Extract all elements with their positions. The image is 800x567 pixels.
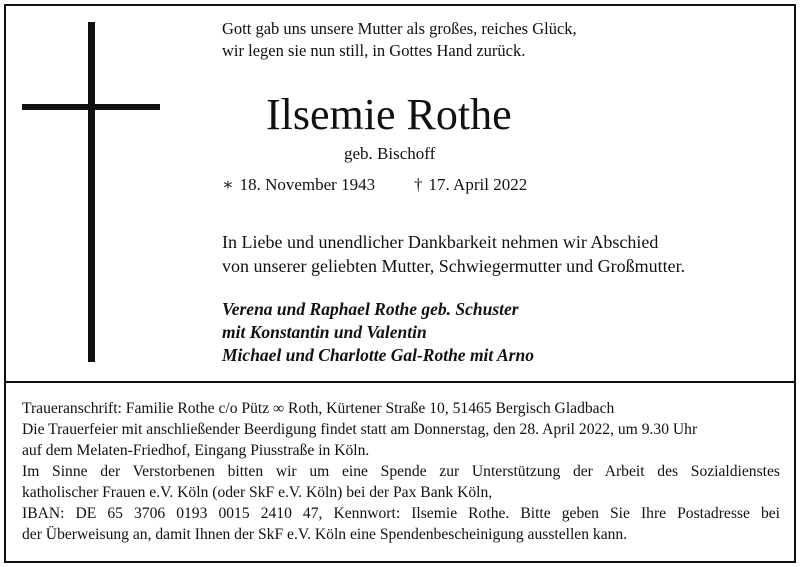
poem [222, 18, 577, 62]
death-date-line [414, 174, 527, 196]
cross-icon-horizontal-bar [22, 104, 160, 110]
info-line: katholischer Frauen e.V. Köln (oder SkF e.V. Köln) bei der Pax Bank Köln, [22, 484, 493, 501]
family-line: Verena und Raphael Rothe geb. Schuster [222, 299, 519, 319]
family-line: Michael und Charlotte Gal-Rothe mit Arno [222, 345, 534, 365]
message-line: von unserer geliebten Mutter, Schwiegermutter und Großmutter. [222, 256, 686, 276]
info-line: Traueranschrift: Familie Rothe c/o Pütz ∞ Roth, Kürtener Straße 10, 51465 Bergisch Gladbach [22, 400, 615, 417]
death-date: 17. April 2022 [428, 175, 528, 194]
info-line: der Überweisung an, damit Ihnen der SkF e.V. Köln eine Spendenbescheinigung ausstellen kann. [22, 526, 628, 543]
birth-star-icon: ∗ [222, 175, 234, 194]
info-line: IBAN: DE 65 3706 0193 0015 2410 47, Kennwort: Ilsemie Rothe. Bitte geben Sie Ihre Postadresse bei [22, 505, 780, 522]
birth-date-line [222, 174, 375, 196]
section-divider [4, 381, 794, 383]
farewell-message [222, 230, 685, 278]
death-cross-icon: † [414, 175, 423, 194]
family-signature [222, 298, 534, 367]
info-line: Die Trauerfeier mit anschließender Beerdigung findet statt am Donnerstag, den 28. April 2022, um 9.30 Uhr [22, 421, 698, 438]
family-line: mit Konstantin und Valentin [222, 322, 427, 342]
message-line: In Liebe und unendlicher Dankbarkeit nehmen wir Abschied [222, 232, 659, 252]
poem-line: Gott gab uns unsere Mutter als großes, reiches Glück, [222, 19, 577, 38]
poem-line: wir legen sie nun still, in Gottes Hand zurück. [222, 41, 526, 60]
funeral-info [22, 398, 780, 545]
info-line: auf dem Melaten-Friedhof, Eingang Piusstraße in Köln. [22, 442, 370, 459]
cross-icon-vertical-bar [88, 22, 95, 362]
info-line: Im Sinne der Verstorbenen bitten wir um eine Spende zur Unterstützung der Arbeit des Sozialdienstes [22, 463, 780, 480]
birth-date: 18. November 1943 [239, 175, 376, 194]
birth-name: geb. Bischoff [344, 144, 436, 163]
deceased-name: Ilsemie Rothe [266, 90, 512, 139]
